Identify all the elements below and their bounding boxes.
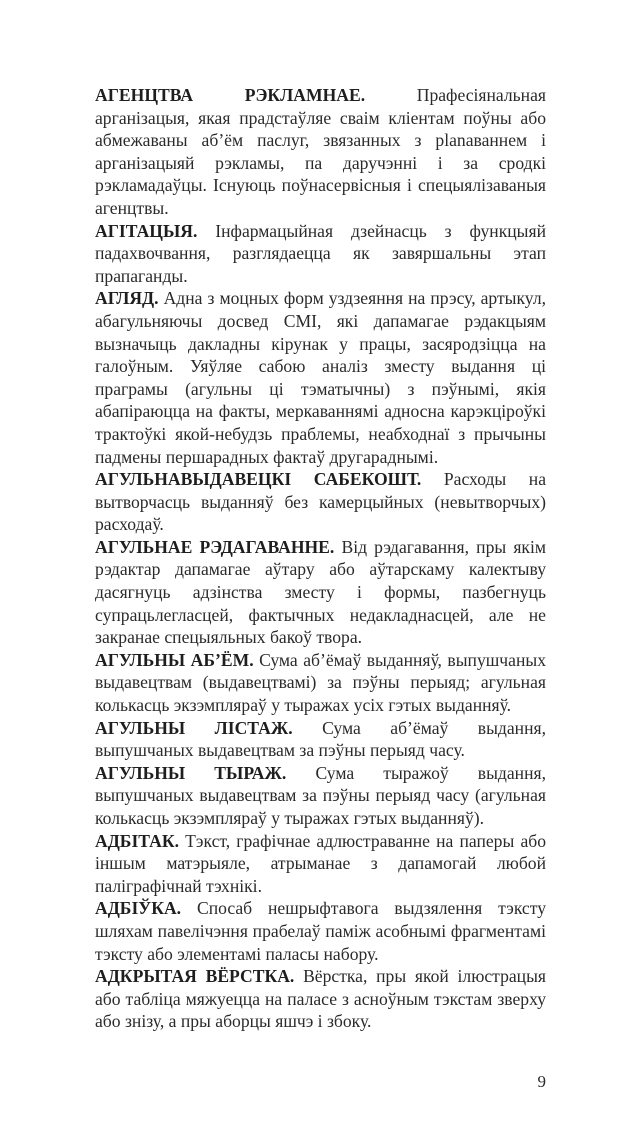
- entry-definition: Сума тыражоў выдання, выпушчаных выдавецтвам за пэўны перыяд часу (агульная колькасць экзэмпляраў у тыражах гэтых выданняў).: [95, 762, 547, 828]
- entry-definition: Адна з моцных форм уздзеяння на прэсу, артыкул, абагульняючы досвед СМІ, які дапамагае рэдакцыям вызначыць дакладны кірунак у працы, засяродзіцца на галоўным. Уяўляе сабою аналіз зместу выдання ці праграмы (агульны ці тэматычны) з пэўнымі, якія абапіраюцца на факты, меркаваннямі адносна карэкціроўкі трактоўкі якой-небудзь праблемы, неабходнаї з прычыны падмены першарадных фактаў другараднымі.: [95, 288, 546, 467]
- entry-term: АГУЛЬНАЕ РЭДАГАВАННЕ.: [95, 536, 335, 557]
- dictionary-entry: [95, 965, 546, 1033]
- entry-term: АГІТАЦЫЯ.: [95, 220, 198, 241]
- entry-definition: Расходы на вытворчасць выданняў без камерцыйных (невытворчых) расходаў.: [95, 469, 547, 535]
- entry-definition: Спосаб нешрыфтавога выдзялення тэксту шляхам павелічэння прабелаў паміж асобнымі фрагментамі тэксту або элементамі паласы набору.: [95, 898, 546, 964]
- entry-definition: Прафесіянальная арганізацыя, якая прадстаўляе сваім кліентам поўны або абмежаваны аб’ём паслуг, звязанных з planaваннем і арганізацыяй рэкламы, па даручэнні і за сродкі рэкламадаўцы. Існуюць поўнасервісныя і спецыялізаваныя агенцтвы.: [95, 85, 546, 218]
- dictionary-entry: [95, 897, 546, 965]
- dictionary-entry: [95, 649, 546, 717]
- entry-term: АГЛЯД.: [95, 288, 159, 309]
- entry-term: АГУЛЬНАВЫДАВЕЦКІ САБЕКОШТ.: [95, 469, 422, 490]
- entry-definition: Від рэдагавання, пры якім рэдактар дапамагае аўтару або аўтарскаму калектыву дасягнуць адзінства зместу і формы, пазбегнуць супрацьлегласцей, фактычных недакладнасцей, але не закранае спецыяльных бакоў твора.: [95, 536, 546, 648]
- entry-definition: Сума аб’ёмаў выданняў, выпушчаных выдавецтвам (выдавецтвамі) за пэўны перыяд; агульная колькасць экзэмпляраў у тыражах усіх гэтых выданняў.: [95, 649, 546, 716]
- dictionary-entry: [95, 220, 546, 288]
- entry-term: АГУЛЬНЫ АБ’ЁМ.: [95, 649, 254, 670]
- dictionary-entry: [95, 84, 546, 220]
- page: [95, 0, 546, 1133]
- entry-definition: Вёрстка, пры якой ілюстрацыя або табліца мяжуецца на паласе з асноўным тэкстам зверху або знізу, а пры аборцы яшчэ і збоку.: [95, 966, 547, 1032]
- entry-definition: Інфармацыйная дзейнасць з функцыяй падахвочвання, разглядаецца як завяршальны этап прапаганды.: [95, 220, 546, 286]
- entry-term: АДБІТАК.: [95, 830, 180, 851]
- dictionary-entry: [95, 536, 546, 649]
- dictionary-entry: [95, 468, 546, 536]
- entry-term: АГЕНЦТВА РЭКЛАМНАЕ.: [95, 85, 366, 105]
- entry-term: АГУЛЬНЫ ТЫРАЖ.: [95, 762, 287, 783]
- entry-term: АДКРЫТАЯ ВЁРСТКА.: [95, 966, 295, 987]
- dictionary-entries: [95, 84, 546, 1033]
- dictionary-entry: [95, 762, 546, 830]
- dictionary-entry: [95, 287, 546, 468]
- dictionary-entry: [95, 830, 546, 898]
- page-number: 9: [537, 1071, 546, 1091]
- entry-term: АГУЛЬНЫ ЛІСТАЖ.: [95, 717, 293, 738]
- dictionary-entry: [95, 717, 546, 762]
- entry-term: АДБІЎКА.: [95, 898, 182, 919]
- entry-definition: Тэкст, графічнае адлюстраванне на паперы або іншым матэрыяле, атрыманае з дапамогай любой паліграфічнай тэхнікі.: [95, 830, 547, 896]
- entry-definition: Сума аб’ёмаў выдання, выпушчаных выдавецтвам за пэўны перыяд часу.: [95, 717, 546, 761]
